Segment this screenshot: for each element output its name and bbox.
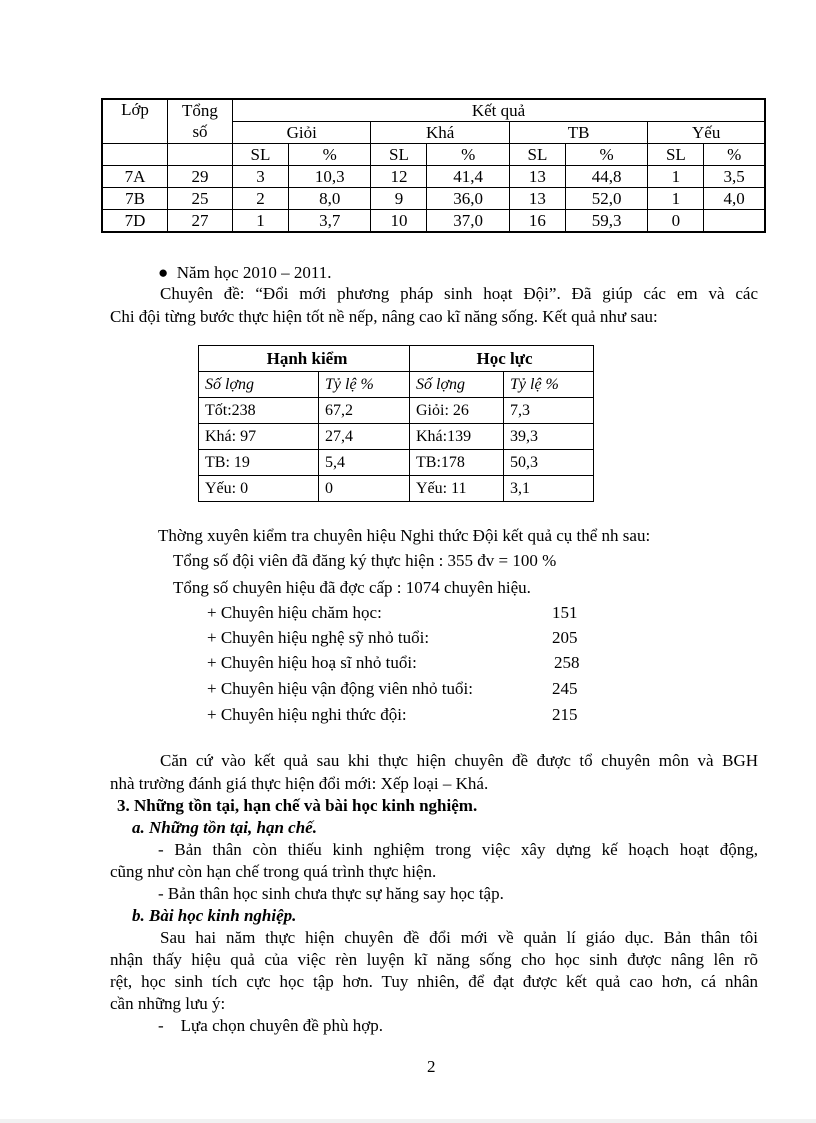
header-hanh-kiem: Hạnh kiểm [199,346,410,372]
sub-sl: SL [648,144,704,166]
b-line4: cần những lưu ý: [110,994,226,1013]
sub-sl: SL [509,144,565,166]
cell-lop: 7A [102,166,168,188]
badge-value: 151 [552,603,578,622]
cell-tong: 29 [168,166,233,188]
cell-value [704,210,765,233]
cell: 7,3 [504,398,594,424]
conduct-study-table [198,345,594,502]
para1-line2: Chi đội từng bước thực hiện tốt nề nếp, nâng cao kĩ năng sống. Kết quả như sau: [110,307,658,326]
empty-cell [102,144,168,166]
sub-pct: % [288,144,371,166]
check-line: Thờng xuyên kiểm tra chuyên hiệu Nghi thức Đội kết quả cụ thể nh sau: [158,526,651,545]
header-tong [168,99,233,144]
bullet-icon: ● [158,263,169,282]
table-row [102,188,765,210]
cell-tong: 27 [168,210,233,233]
cell: Giỏi: 26 [410,398,504,424]
group-tb: TB [509,122,647,144]
empty-cell [168,144,233,166]
cell-value: 59,3 [565,210,648,233]
cell-value: 44,8 [565,166,648,188]
sub-pct: % [704,144,765,166]
group-yeu: Yếu [648,122,765,144]
cell: 0 [319,476,410,502]
cell-value: 1 [648,166,704,188]
cell: TB:178 [410,450,504,476]
year-bullet [158,262,332,284]
cell-value: 2 [233,188,289,210]
badge-value: 205 [552,628,578,647]
sub-sl: SL [233,144,289,166]
badge-label: + Chuyên hiệu hoạ sĩ nhỏ tuổi: [207,653,417,672]
badge-label: + Chuyên hiệu nghi thức đội: [207,705,407,724]
cell-value: 10,3 [288,166,371,188]
cell-value: 13 [509,166,565,188]
table-row [199,424,594,450]
sub-pct: % [427,144,510,166]
cell-value: 1 [233,210,289,233]
badge-value: 245 [552,679,578,698]
b-line3: rệt, học sinh tích cực học tập hơn. Tuy nhiên, để đạt được kết quả cao hơn, cá nhân [110,972,758,991]
cell: Tốt:238 [199,398,319,424]
cell-value: 36,0 [427,188,510,210]
sub-ty-le: Tỷ lệ % [319,372,410,398]
a2-line: - Bản thân học sinh chưa thực sự hăng say học tập. [158,884,504,903]
para2-line1: Căn cứ vào kết quả sau khi thực hiện chuyên đề được tổ chuyên môn và BGH [160,751,758,770]
para2-line2: nhà trường đánh giá thực hiện đổi mới: Xếp loại – Khá. [110,774,489,793]
total-badges: Tổng số chuyên hiệu đã đợc cấp : 1074 chuyên hiệu. [173,578,531,597]
badge-value: 215 [552,705,578,724]
b-line1: Sau hai năm thực hiện chuyên đề đổi mới về quản lí giáo dục. Bản thân tôi [160,928,758,947]
table-row [199,450,594,476]
page-number: 2 [427,1057,436,1076]
results-table [101,98,766,233]
badge-value: 258 [554,653,580,672]
a1-line1: - Bản thân còn thiếu kinh nghiệm trong việc xây dựng kế hoạch hoạt động, [158,840,758,859]
cell: 5,4 [319,450,410,476]
cell: 67,2 [319,398,410,424]
cell: 39,3 [504,424,594,450]
cell-tong: 25 [168,188,233,210]
table-row [102,210,765,233]
cell-value: 3 [233,166,289,188]
cell-value: 3,7 [288,210,371,233]
header-tong-line1: Tổng [182,101,218,120]
total-members: Tổng số đội viên đã đăng ký thực hiện : 355 đv = 100 % [173,551,557,570]
sub-sl: SL [371,144,427,166]
cell: Yếu: 0 [199,476,319,502]
cell-value: 16 [509,210,565,233]
header-lop: Lớp [102,99,168,144]
cell: 50,3 [504,450,594,476]
cell-value: 3,5 [704,166,765,188]
header-ketqua: Kết quả [233,99,766,122]
cell: TB: 19 [199,450,319,476]
b-item1 [158,1015,383,1037]
sub-b-heading: b. Bài học kinh nghiệp. [132,906,297,925]
sub-a-heading: a. Những tồn tại, hạn chế. [132,818,317,837]
cell-value: 37,0 [427,210,510,233]
group-kha: Khá [371,122,509,144]
sub-so-luong: Số lợng [410,372,504,398]
cell-lop: 7D [102,210,168,233]
badge-label: + Chuyên hiệu nghệ sỹ nhỏ tuổi: [207,628,430,647]
cell: Yếu: 11 [410,476,504,502]
section-3-heading: 3. Những tồn tại, hạn chế và bài học kinh nghiệm. [117,796,478,815]
cell-value: 1 [648,188,704,210]
sub-pct: % [565,144,648,166]
para1-line1: Chuyên đề: “Đổi mới phương pháp sinh hoạt Đội”. Đã giúp các em và các [160,284,758,303]
table-row [199,476,594,502]
cell-value: 12 [371,166,427,188]
a1-line2: cũng như còn hạn chế trong quá trình thực hiện. [110,862,437,881]
table-row [102,166,765,188]
cell: Khá:139 [410,424,504,450]
cell: Khá: 97 [199,424,319,450]
sub-so-luong: Số lợng [199,372,319,398]
group-gioi: Giỏi [233,122,371,144]
cell: 27,4 [319,424,410,450]
cell-value: 0 [648,210,704,233]
cell-value: 41,4 [427,166,510,188]
page-bottom-bar [0,1119,816,1123]
cell-value: 52,0 [565,188,648,210]
cell-value: 9 [371,188,427,210]
year-text: Năm học 2010 – 2011. [176,263,332,282]
cell-value: 4,0 [704,188,765,210]
table-row [199,398,594,424]
dash-marker: - [158,1016,164,1035]
b-line2: nhận thấy hiệu quả của việc rèn luyện kĩ năng sống cho học sinh được nâng lên rõ [110,950,758,969]
header-tong-line2: số [192,122,208,141]
cell-value: 10 [371,210,427,233]
cell-value: 13 [509,188,565,210]
cell-lop: 7B [102,188,168,210]
cell-value: 8,0 [288,188,371,210]
sub-ty-le: Tỷ lệ % [504,372,594,398]
badge-label: + Chuyên hiệu chăm học: [207,603,382,622]
badge-label: + Chuyên hiệu vận động viên nhỏ tuổi: [207,679,473,698]
cell: 3,1 [504,476,594,502]
b-item1-text: Lựa chọn chuyên đề phù hợp. [180,1016,383,1035]
header-hoc-luc: Học lực [410,346,594,372]
